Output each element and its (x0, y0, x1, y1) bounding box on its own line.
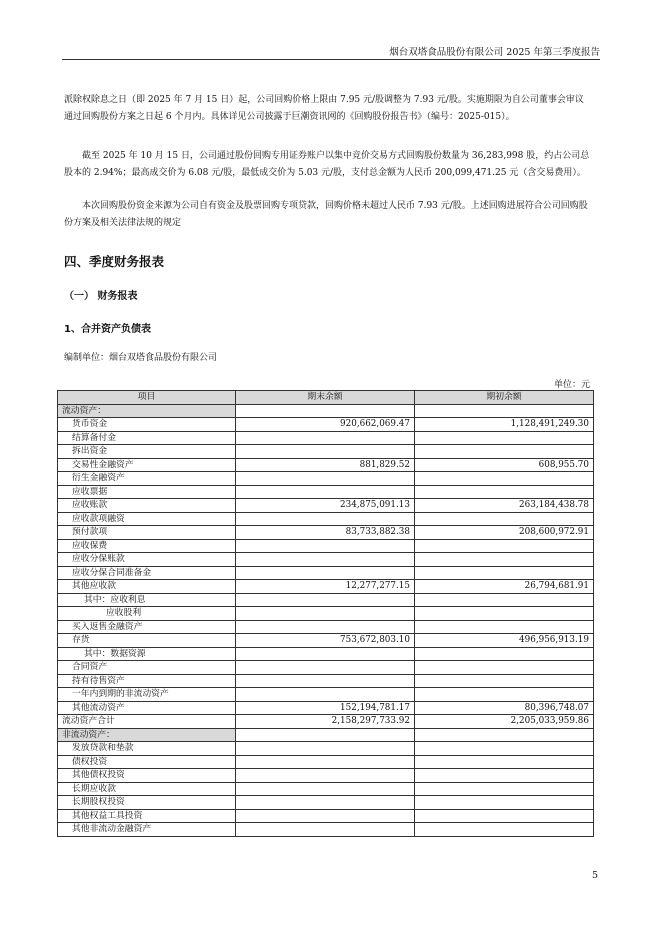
table-row (58, 742, 594, 756)
table-row (58, 634, 594, 648)
table-row (58, 728, 594, 742)
row-end-balance (236, 539, 415, 553)
table-row (58, 580, 594, 594)
row-end-balance (236, 661, 415, 675)
row-begin-balance: 608,955.70 (415, 458, 594, 472)
row-end-balance: 753,672,803.10 (236, 634, 415, 648)
table-row (58, 553, 594, 567)
row-item-label: 发放贷款和垫款 (58, 742, 236, 756)
row-end-balance (236, 769, 415, 783)
table-row (58, 769, 594, 783)
row-item-label: 长期股权投资 (58, 796, 236, 810)
preparer-label: 编制单位：烟台双塔食品股份有限公司 (64, 353, 218, 363)
row-item-label: 流动资产： (58, 404, 236, 418)
table-row (58, 607, 594, 621)
row-item-label: 应收账款 (58, 499, 236, 513)
column-header-begin-balance: 期初余额 (415, 391, 594, 405)
row-end-balance (236, 485, 415, 499)
row-begin-balance (415, 688, 594, 702)
row-item-label: 应收保费 (58, 539, 236, 553)
table-row (58, 445, 594, 459)
row-end-balance (236, 674, 415, 688)
row-begin-balance (415, 445, 594, 459)
row-end-balance: 881,829.52 (236, 458, 415, 472)
table-row (58, 620, 594, 634)
row-item-label: 结算备付金 (58, 431, 236, 445)
table-row (58, 485, 594, 499)
row-item-label: 持有待售资产 (58, 674, 236, 688)
row-end-balance (236, 809, 415, 823)
row-begin-balance (415, 472, 594, 486)
row-begin-balance (415, 607, 594, 621)
row-item-label: 非流动资产： (58, 728, 236, 742)
row-begin-balance (415, 620, 594, 634)
row-end-balance (236, 593, 415, 607)
row-end-balance (236, 512, 415, 526)
row-begin-balance: 26,794,681.91 (415, 580, 594, 594)
row-item-label: 其他权益工具投资 (58, 809, 236, 823)
table-row (58, 526, 594, 540)
table-row (58, 782, 594, 796)
row-end-balance (236, 472, 415, 486)
row-end-balance (236, 553, 415, 567)
row-end-balance: 234,875,091.13 (236, 499, 415, 513)
row-begin-balance (415, 782, 594, 796)
row-end-balance (236, 688, 415, 702)
row-end-balance (236, 404, 415, 418)
paragraph-repurchase-funding: 本次回购股份资金来源为公司自有资金及股票回购专项贷款，回购价格未超过人民币 7.93 元/股。上述回购进展符合公司回购股份方案及相关法律法规的规定 (64, 201, 588, 228)
table-row (58, 674, 594, 688)
table-row (58, 566, 594, 580)
row-item-label: 一年内到期的非流动资产 (58, 688, 236, 702)
row-begin-balance (415, 566, 594, 580)
row-item-label: 买入返售金融资产 (58, 620, 236, 634)
table-row (58, 431, 594, 445)
table-row (58, 823, 594, 837)
table-row (58, 647, 594, 661)
row-begin-balance (415, 769, 594, 783)
row-begin-balance: 263,184,438.78 (415, 499, 594, 513)
row-end-balance (236, 782, 415, 796)
row-end-balance (236, 823, 415, 837)
table-row (58, 539, 594, 553)
section-title: 四、季度财务报表 (64, 254, 165, 269)
row-begin-balance (415, 512, 594, 526)
table-title: 1、合并资产负债表 (64, 324, 151, 335)
row-end-balance (236, 755, 415, 769)
row-begin-balance: 496,956,913.19 (415, 634, 594, 648)
row-begin-balance: 1,128,491,249.30 (415, 418, 594, 432)
row-end-balance (236, 607, 415, 621)
row-item-label: 其他流动资产 (58, 701, 236, 715)
row-end-balance (236, 728, 415, 742)
row-item-label: 交易性金融资产 (58, 458, 236, 472)
column-header-item: 项目 (58, 391, 236, 405)
row-item-label: 应收票据 (58, 485, 236, 499)
table-row (58, 796, 594, 810)
row-begin-balance (415, 796, 594, 810)
header-divider (62, 59, 600, 60)
row-end-balance (236, 620, 415, 634)
table-row (58, 688, 594, 702)
table-row (58, 715, 594, 729)
paragraph-repurchase-progress: 截至 2025 年 10 月 15 日，公司通过股份回购专用证券账户以集中竞价交易方式回购股份数量为 36,283,998 股，约占公司总股本的 2.94%；最高成交价为 6.08 元/股，最低成交价为 5.03 元/股，支付总金额为人民币 200,099,471.25 元（含交易费用）。 (64, 151, 590, 178)
row-item-label: 应收款项融资 (58, 512, 236, 526)
page-number: 5 (591, 870, 598, 881)
unit-label: 单位：元 (553, 380, 590, 390)
row-end-balance (236, 796, 415, 810)
row-item-label: 应收分保合同准备金 (58, 566, 236, 580)
row-item-label: 其他应收款 (58, 580, 236, 594)
row-begin-balance (415, 404, 594, 418)
table-row (58, 701, 594, 715)
table-row (58, 755, 594, 769)
table-row (58, 472, 594, 486)
table-row (58, 661, 594, 675)
row-end-balance: 152,194,781.17 (236, 701, 415, 715)
row-item-label: 债权投资 (58, 755, 236, 769)
table-row (58, 593, 594, 607)
row-item-label: 衍生金融资产 (58, 472, 236, 486)
row-begin-balance (415, 431, 594, 445)
row-end-balance (236, 742, 415, 756)
row-begin-balance (415, 809, 594, 823)
row-item-label: 合同资产 (58, 661, 236, 675)
table-row (58, 404, 594, 418)
column-header-end-balance: 期末余额 (236, 391, 415, 405)
row-end-balance: 2,158,297,733.92 (236, 715, 415, 729)
row-begin-balance (415, 553, 594, 567)
table-header-row (58, 391, 594, 405)
balance-sheet-table (57, 390, 594, 837)
table-row (58, 809, 594, 823)
row-begin-balance (415, 755, 594, 769)
row-item-label: 存货 (58, 634, 236, 648)
row-end-balance: 12,277,277.15 (236, 580, 415, 594)
row-begin-balance: 80,396,748.07 (415, 701, 594, 715)
row-begin-balance (415, 728, 594, 742)
row-item-label: 其中：数据资源 (58, 647, 236, 661)
row-end-balance (236, 431, 415, 445)
subsection-title: （一） 财务报表 (64, 291, 138, 302)
row-item-label: 预付款项 (58, 526, 236, 540)
row-end-balance (236, 566, 415, 580)
row-end-balance: 920,662,069.47 (236, 418, 415, 432)
row-item-label: 其中：应收利息 (58, 593, 236, 607)
row-end-balance (236, 647, 415, 661)
table-row (58, 458, 594, 472)
row-item-label: 应收分保账款 (58, 553, 236, 567)
row-item-label: 货币资金 (58, 418, 236, 432)
row-begin-balance (415, 539, 594, 553)
row-begin-balance (415, 661, 594, 675)
row-begin-balance (415, 593, 594, 607)
row-begin-balance (415, 485, 594, 499)
row-item-label: 应收股利 (58, 607, 236, 621)
table-row (58, 512, 594, 526)
report-header: 烟台双塔食品股份有限公司 2025 年第三季度报告 (389, 47, 600, 58)
paragraph-repurchase-price: 派除权除息之日（即 2025 年 7 月 15 日）起，公司回购价格上限由 7.95 元/股调整为 7.93 元/股。实施期限为自公司董事会审议通过回购股份方案之日起 6 个月内。具体详见公司披露于巨潮资讯网的《回购股份报告书》（编号：2025-015）。 (64, 95, 584, 122)
table-row (58, 418, 594, 432)
table-row (58, 499, 594, 513)
row-item-label: 其他债权投资 (58, 769, 236, 783)
row-item-label: 其他非流动金融资产 (58, 823, 236, 837)
row-begin-balance: 208,600,972.91 (415, 526, 594, 540)
row-begin-balance: 2,205,033,959.86 (415, 715, 594, 729)
row-item-label: 拆出资金 (58, 445, 236, 459)
row-item-label: 长期应收款 (58, 782, 236, 796)
row-begin-balance (415, 742, 594, 756)
row-end-balance (236, 445, 415, 459)
row-item-label: 流动资产合计 (58, 715, 236, 729)
row-begin-balance (415, 823, 594, 837)
row-end-balance: 83,733,882.38 (236, 526, 415, 540)
row-begin-balance (415, 674, 594, 688)
row-begin-balance (415, 647, 594, 661)
